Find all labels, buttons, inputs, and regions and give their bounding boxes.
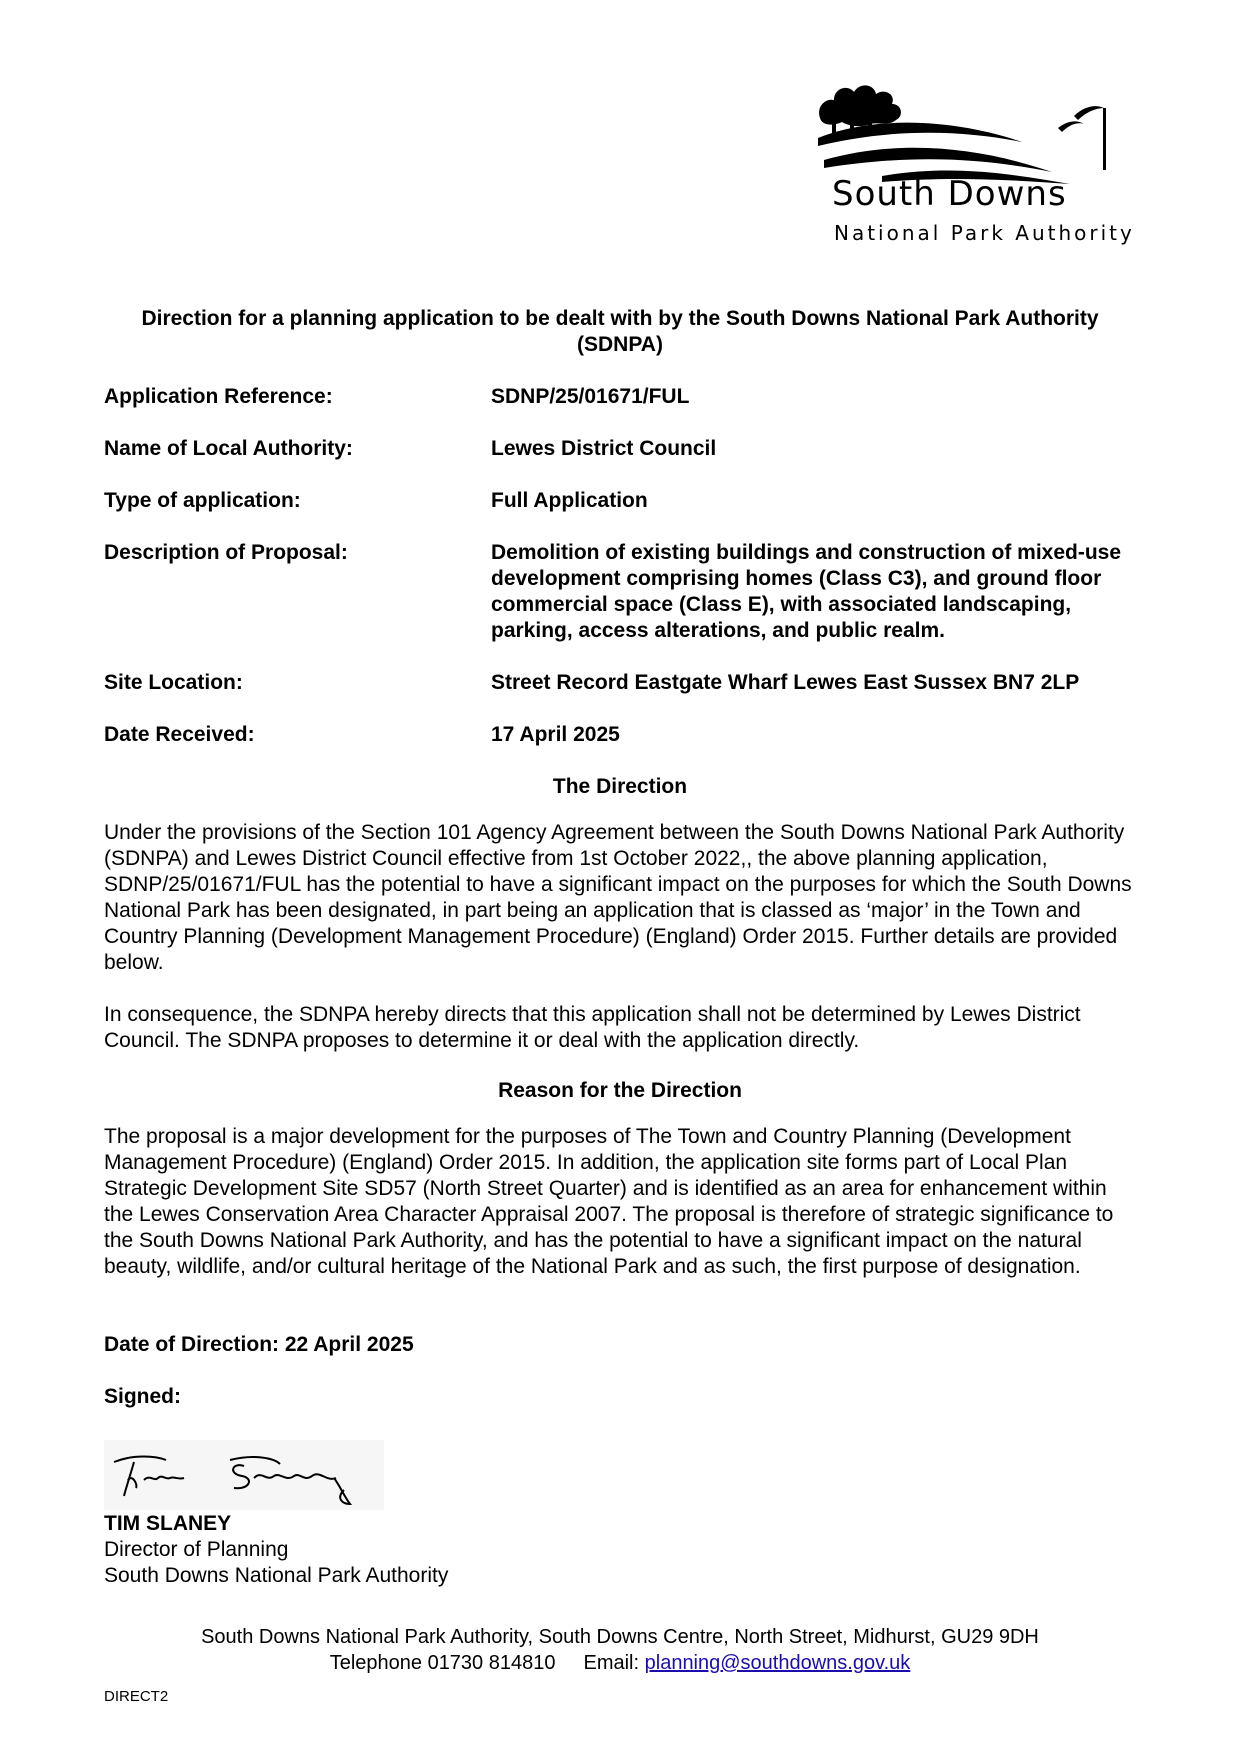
logo-name: South Downs	[832, 174, 1067, 214]
detail-value: Street Record Eastgate Wharf Lewes East Sussex BN7 2LP	[491, 671, 1080, 694]
signed-label: Signed:	[104, 1385, 181, 1408]
detail-label: Type of application:	[104, 489, 301, 512]
signer-role: Director of Planning	[104, 1538, 289, 1561]
footer-contact	[104, 1650, 1136, 1676]
signer-block	[104, 1511, 448, 1589]
direction-paragraph-2: In consequence, the SDNPA hereby directs that this application shall not be determined by Lewes District Council. The SDNPA proposes to determine it or deal with the application directly.	[104, 1003, 1081, 1052]
direction-heading: The Direction	[552, 775, 688, 798]
reason-heading: Reason for the Direction	[498, 1079, 742, 1102]
detail-label: Name of Local Authority:	[104, 437, 353, 460]
date-of-direction: Date of Direction: 22 April 2025	[104, 1333, 414, 1356]
document-title: Direction for a planning application to be dealt with by the South Downs National Park Authority (SDNPA)	[141, 307, 1099, 356]
footer-telephone: Telephone 01730 814810	[329, 1652, 556, 1674]
footer-address: South Downs National Park Authority, South Downs Centre, North Street, Midhurst, GU29 9DH	[201, 1626, 1039, 1648]
detail-value: Lewes District Council	[491, 437, 717, 460]
reason-paragraph: The proposal is a major development for the purposes of The Town and Country Planning (Development Management Procedure) (England) Order 2015. In addition, the application site forms part of Local Plan Strategic Development Site SD57 (North Street Quarter) and is identified as an area for enhancement within the Lewes Conservation Area Character Appraisal 2007. The proposal is therefore of strategic significance to the South Downs National Park Authority, and has the potential to have a significant impact on the natural beauty, wildlife, and/or cultural heritage of the National Park and as such, the first purpose of designation.	[104, 1125, 1114, 1278]
detail-value: SDNP/25/01671/FUL	[491, 385, 690, 408]
detail-value: 17 April 2025	[491, 723, 620, 746]
detail-label: Application Reference:	[104, 385, 333, 408]
detail-value: Demolition of existing buildings and construction of mixed-use development comprising homes (Class C3), and ground floor commercial space (Class E), with associated landscaping, parking, access alterations, and public realm.	[491, 541, 1122, 642]
direction-paragraph-1: Under the provisions of the Section 101 Agency Agreement between the South Downs National Park Authority (SDNPA) and Lewes District Council effective from 1st October 2022,, the above planning application, SDNP/25/01671/FUL has the potential to have a significant impact on the purposes for which the South Downs National Park has been designated, in part being an application that is classed as ‘major’ in the Town and Country Planning (Development Management Procedure) (England) Order 2015. Further details are provided below.	[104, 821, 1132, 974]
detail-value: Full Application	[491, 489, 648, 512]
logo-subtitle: National Park Authority	[834, 221, 1135, 245]
signer-name: TIM SLANEY	[104, 1512, 232, 1535]
handwritten-signature	[104, 1440, 384, 1510]
detail-label: Description of Proposal:	[104, 541, 348, 564]
south-downs-logo	[812, 76, 1135, 252]
detail-label: Date Received:	[104, 723, 255, 746]
detail-label: Site Location:	[104, 671, 243, 694]
signer-organisation: South Downs National Park Authority	[104, 1564, 449, 1587]
footer-email-label: Email:	[583, 1652, 640, 1674]
email-link[interactable]: planning@southdowns.gov.uk	[644, 1652, 911, 1674]
document-code: DIRECT2	[104, 1688, 169, 1705]
